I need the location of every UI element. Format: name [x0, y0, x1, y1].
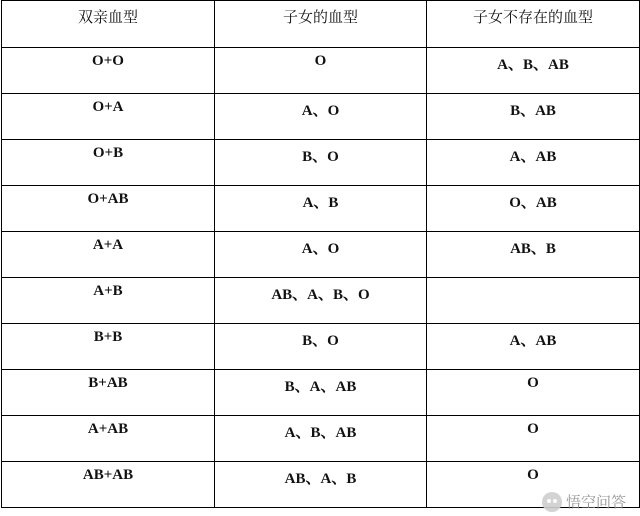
table-row	[2, 140, 640, 186]
parents-value: A+A	[92, 237, 124, 253]
cell	[427, 48, 640, 94]
cell	[215, 324, 427, 370]
table-row	[2, 232, 640, 278]
table-row	[2, 416, 640, 462]
children-value: A、B、AB	[284, 425, 357, 441]
cell	[215, 94, 427, 140]
parents-value: A+AB	[87, 421, 129, 437]
watermark	[542, 491, 626, 512]
cell	[215, 278, 427, 324]
cell	[427, 186, 640, 232]
blood-type-table	[1, 0, 640, 508]
parents-value: AB+AB	[82, 467, 134, 483]
impossible-value: A、AB	[509, 333, 557, 349]
cell	[215, 140, 427, 186]
header-children: 子女的血型	[282, 8, 358, 26]
header-cell	[2, 1, 215, 48]
table-row	[2, 278, 640, 324]
children-value: B、O	[302, 333, 339, 349]
children-value: A、B	[302, 195, 339, 211]
impossible-value: AB、B	[510, 241, 556, 257]
header-parents: 双亲血型	[77, 8, 138, 26]
wukong-logo-icon	[542, 492, 562, 512]
cell	[215, 232, 427, 278]
cell	[2, 186, 215, 232]
table-row	[2, 94, 640, 140]
table-row	[2, 48, 640, 94]
table-row	[2, 186, 640, 232]
table-row	[2, 370, 640, 416]
cell	[427, 370, 640, 416]
impossible-value: O	[527, 421, 539, 437]
parents-value: O+AB	[87, 191, 129, 207]
children-value: B、A、AB	[284, 379, 357, 395]
cell	[427, 278, 640, 324]
cell	[427, 416, 640, 462]
parents-value: O+B	[92, 145, 124, 161]
header-cell	[215, 1, 427, 48]
cell	[2, 324, 215, 370]
cell	[2, 48, 215, 94]
header-cell	[427, 1, 640, 48]
parents-value: B+B	[93, 329, 123, 345]
cell	[427, 140, 640, 186]
parents-value: O+O	[92, 53, 124, 69]
cell	[427, 324, 640, 370]
cell	[2, 370, 215, 416]
children-value: B、O	[302, 149, 339, 165]
parents-value: B+AB	[88, 375, 128, 391]
watermark-text: 悟空问答	[565, 493, 626, 511]
cell	[215, 48, 427, 94]
children-value: A、O	[301, 103, 340, 119]
impossible-value: O、AB	[509, 195, 557, 211]
cell	[2, 416, 215, 462]
impossible-value: A、AB	[509, 149, 557, 165]
header-impossible: 子女不存在的血型	[472, 8, 593, 26]
impossible-value: O	[527, 467, 539, 483]
children-value: AB、A、B、O	[271, 287, 370, 303]
parents-value: A+B	[93, 283, 123, 299]
impossible-value: B、AB	[510, 103, 556, 119]
cell	[2, 462, 215, 508]
children-value: O	[314, 53, 327, 69]
table-row	[2, 324, 640, 370]
table-header-row	[2, 1, 640, 48]
impossible-value: O	[527, 375, 539, 391]
cell	[2, 278, 215, 324]
cell	[215, 186, 427, 232]
cell	[2, 140, 215, 186]
parents-value: O+A	[92, 99, 124, 115]
cell	[2, 232, 215, 278]
cell	[427, 94, 640, 140]
cell	[2, 94, 215, 140]
cell	[215, 462, 427, 508]
impossible-value: A、B、AB	[497, 57, 569, 73]
cell	[215, 370, 427, 416]
cell	[427, 232, 640, 278]
cell	[215, 416, 427, 462]
children-value: AB、A、B	[284, 471, 357, 487]
children-value: A、O	[301, 241, 340, 257]
